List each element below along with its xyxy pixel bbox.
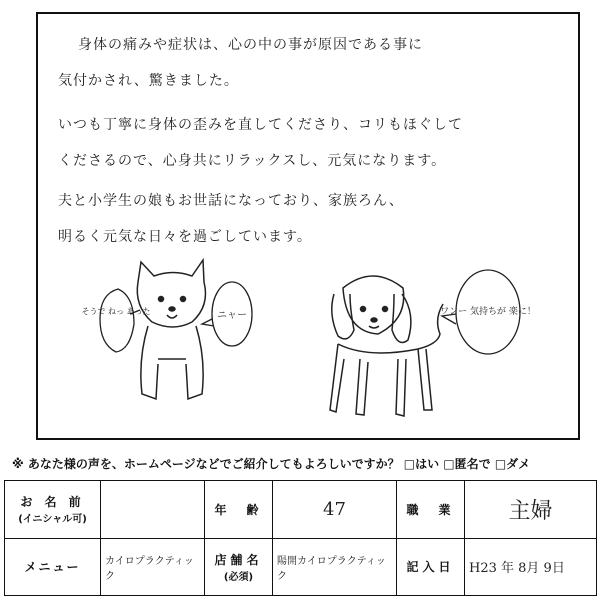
job-value[interactable]: 主婦	[465, 481, 597, 539]
date-value[interactable]: H23 年 8月 9日	[465, 538, 597, 596]
animal-drawings	[38, 14, 578, 438]
menu-value[interactable]: カイロプラクティック	[101, 538, 205, 596]
cat-speech-bubble-1	[100, 289, 140, 352]
menu-label: メニュー	[5, 538, 101, 596]
cat-speech-text-2: ニャー	[217, 310, 247, 321]
name-value[interactable]	[101, 481, 205, 539]
name-sub-label: (イニシャル可)	[18, 514, 87, 526]
cat-drawing	[137, 260, 205, 399]
name-label: お 名 前 (イニシャル可)	[5, 481, 101, 539]
letter-line-6: 明るく元気な日々を過ごしています。	[58, 229, 312, 245]
dog-drawing	[330, 276, 443, 416]
letter-line-3: いつも丁寧に身体の歪みを直してくださり、コリもほぐして	[58, 117, 463, 133]
customer-info-form	[4, 480, 597, 596]
letter-line-5: 夫と小学生の娘もお世話になっており、家族ろん、	[58, 193, 404, 209]
age-label: 年 齢	[205, 481, 273, 539]
testimonial-card	[36, 12, 580, 440]
letter-line-1: 身体の痛みや症状は、心の中の事が原因である事に	[78, 37, 423, 53]
consent-question: ※ あなた様の声を、ホームページなどでご紹介してもよろしいですか？ □はい □匿名で □ダメ	[12, 457, 531, 471]
age-value[interactable]: 47	[273, 481, 397, 539]
store-sub-label: (必須)	[223, 571, 254, 583]
store-value[interactable]: 陽開カイロプラクティック	[273, 538, 397, 596]
letter-line-4: くださるので、心身共にリラックスし、元気になります。	[58, 153, 447, 169]
cat-speech-text-1: そうで ねっ あった	[81, 307, 151, 316]
date-label: 記入日	[397, 538, 465, 596]
dog-speech-text: ワンー 気持ちが 楽に！	[440, 307, 536, 317]
store-label: 店舗名 (必須)	[205, 538, 273, 596]
job-label: 職 業	[397, 481, 465, 539]
letter-line-2: 気付かされ、驚きました。	[58, 73, 239, 89]
